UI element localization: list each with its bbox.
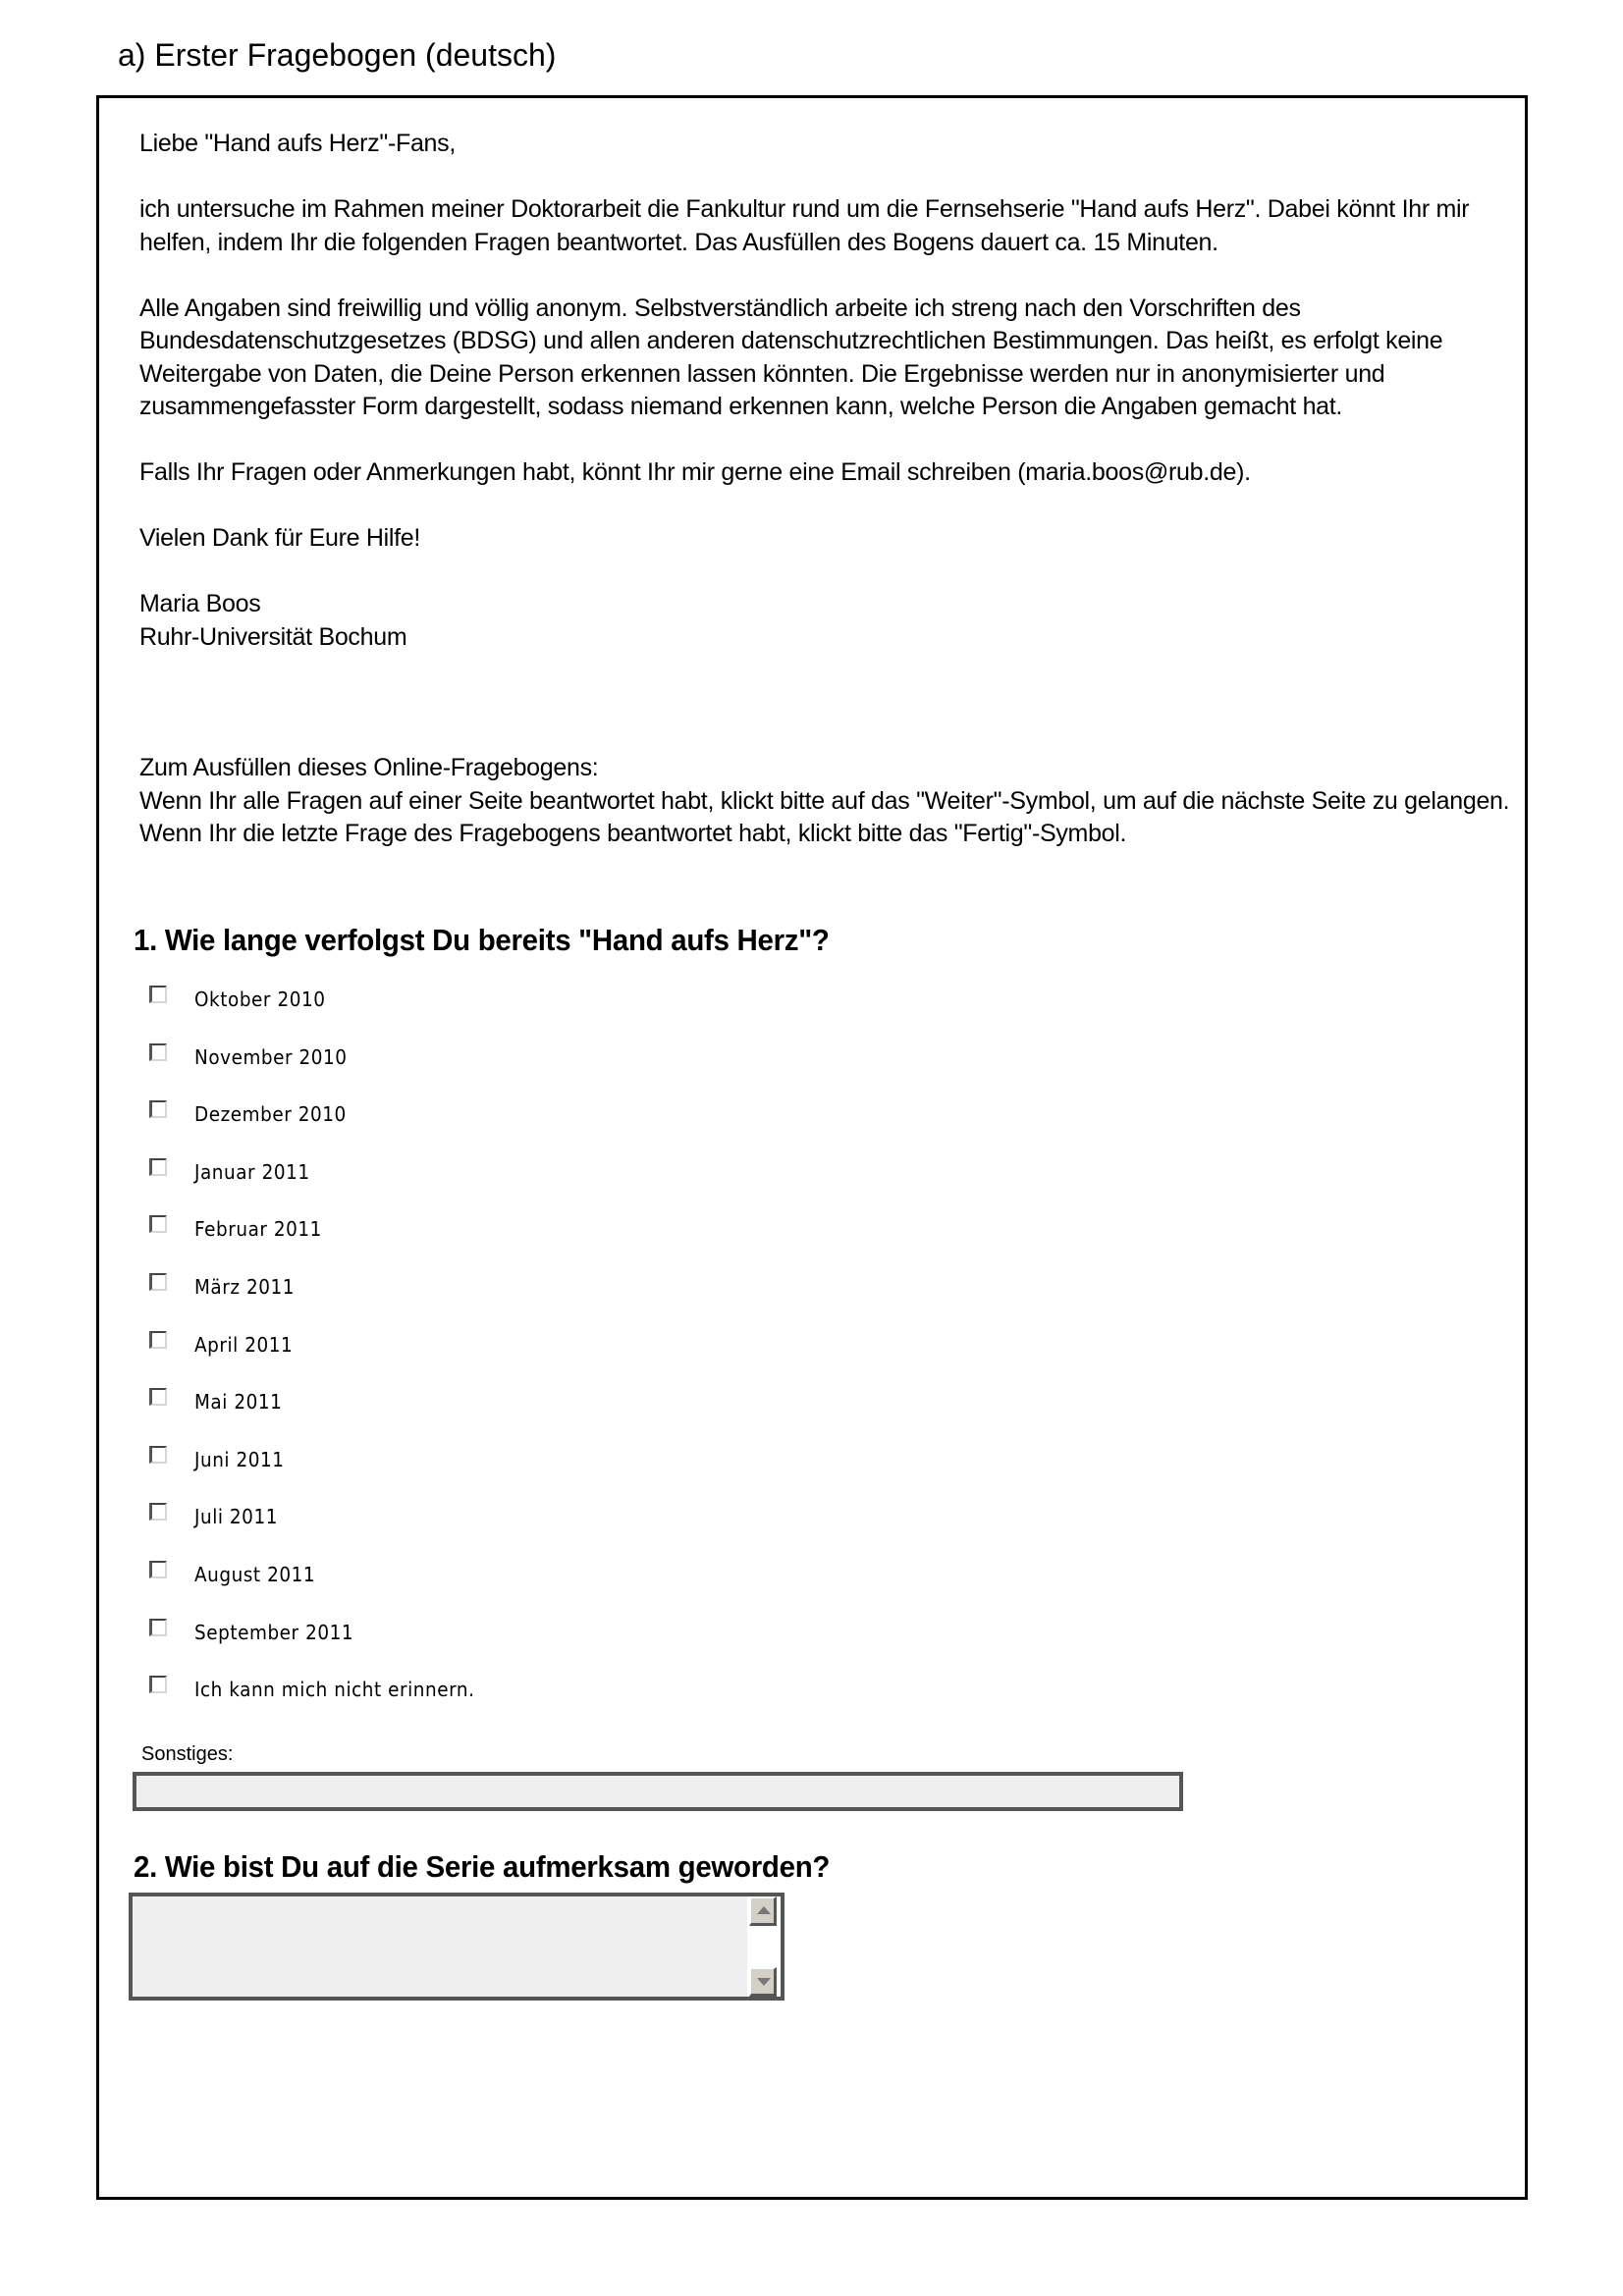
instructions-title: Zum Ausfüllen dieses Online-Fragebogens:	[139, 754, 599, 781]
intro-paragraph-3: Falls Ihr Fragen oder Anmerkungen habt, könnt Ihr mir gerne eine Email schreiben (maria.boos@rub.de).	[139, 458, 1251, 486]
checkbox-icon[interactable]	[149, 1215, 167, 1233]
checkbox-icon[interactable]	[149, 1619, 167, 1636]
checkbox-icon[interactable]	[149, 1388, 167, 1406]
question-2-textarea[interactable]	[129, 1893, 784, 2001]
checkbox-icon[interactable]	[149, 1676, 167, 1693]
intro-text	[139, 128, 1534, 851]
checkbox-icon[interactable]	[149, 1158, 167, 1176]
arrow-down-icon	[757, 1978, 771, 1986]
checkbox-icon[interactable]	[149, 1561, 167, 1578]
checkbox-icon[interactable]	[149, 1273, 167, 1291]
question-2-title: 2. Wie bist Du auf die Serie aufmerksam geworden?	[134, 1849, 831, 1884]
greeting: Liebe "Hand aufs Herz"-Fans,	[139, 130, 457, 157]
thanks: Vielen Dank für Eure Hilfe!	[139, 524, 421, 552]
checkbox-icon[interactable]	[149, 1503, 167, 1521]
scroll-up-button[interactable]	[749, 1896, 777, 1926]
intro-paragraph-1: ich untersuche im Rahmen meiner Doktorarbeit die Fankultur rund um die Fernsehserie "Hand aufs Herz". Dabei könnt Ihr mir helfen, indem Ihr die folgenden Fragen beantwortet. Das Ausfüllen des Bogens dauert ca. 15 Minuten.	[139, 195, 1470, 256]
instructions-text: Wenn Ihr alle Fragen auf einer Seite beantwortet habt, klickt bitte auf das "Weiter"-Symbol, um auf die nächste Seite zu gelangen. Wenn Ihr die letzte Frage des Fragebogens beantwortet habt, klickt bitte das "Fertig"-Symbol.	[139, 786, 1510, 847]
signature-name: Maria Boos	[139, 590, 261, 617]
checkbox-icon[interactable]	[149, 986, 167, 1003]
checkbox-icon[interactable]	[149, 1446, 167, 1464]
document-heading: a) Erster Fragebogen (deutsch)	[118, 37, 557, 73]
scroll-down-button[interactable]	[749, 1967, 777, 1997]
arrow-up-icon	[757, 1906, 771, 1914]
textarea-scrollbar[interactable]	[747, 1896, 781, 1997]
other-label: Sonstiges:	[141, 1743, 234, 1765]
checkbox-icon[interactable]	[149, 1331, 167, 1349]
question-1-title: 1. Wie lange verfolgst Du bereits "Hand aufs Herz"?	[134, 923, 830, 957]
intro-paragraph-2: Alle Angaben sind freiwillig und völlig anonym. Selbstverständlich arbeite ich streng nach den Vorschriften des Bundesdatenschutzgesetzes (BDSG) und allen anderen datenschutzrechtlichen Bestimmungen. Das heißt, es erfolgt keine Weitergabe von Daten, die Deine Person erkennen lassen könnten. Die Ergebnisse werden nur in anonymisierter und zusammengefasster Form dargestellt, sodass niemand erkennen kann, welche Person die Angaben gemacht hat.	[139, 294, 1443, 420]
checkbox-icon[interactable]	[149, 1100, 167, 1118]
signature-affiliation: Ruhr-Universität Bochum	[139, 622, 407, 651]
checkbox-icon[interactable]	[149, 1043, 167, 1061]
other-text-input[interactable]	[133, 1772, 1183, 1811]
